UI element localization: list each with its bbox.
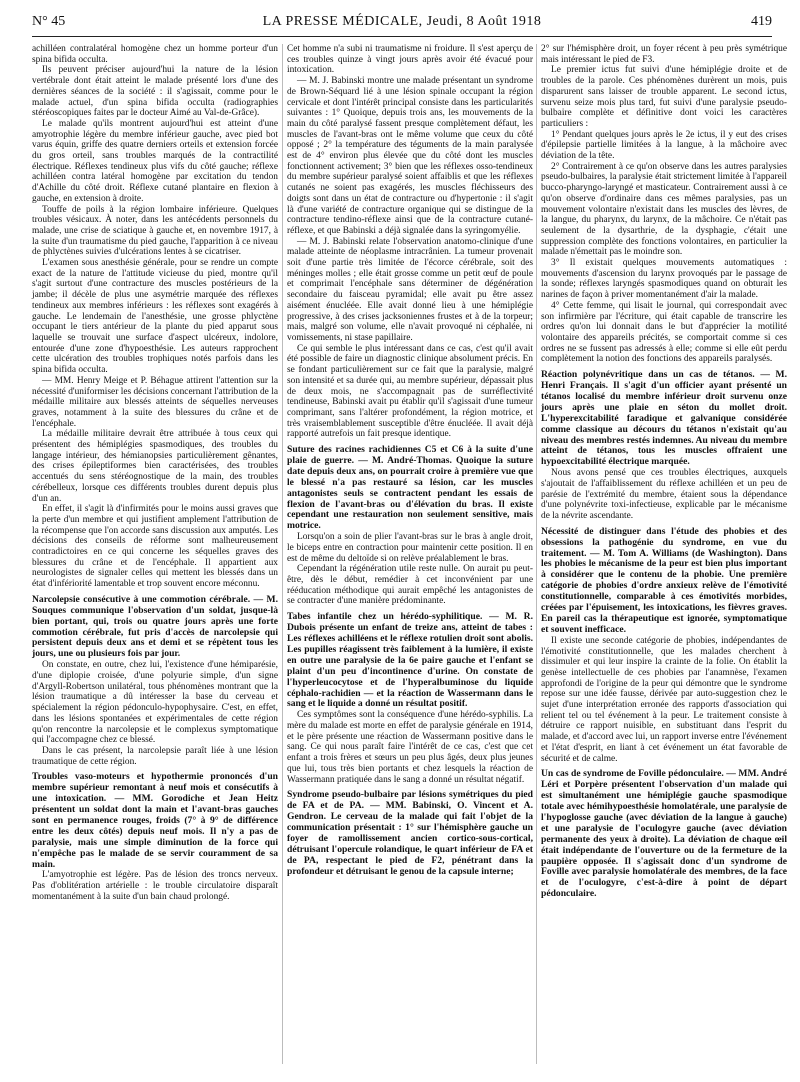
paragraph: En effet, il s'agit là d'infirmités pour le moins aussi graves que la perte d'un membre et qui justifient amplement l'attribution de la récompense que l'on accorde sans discussion aux amputés. Les décisions des conseils de réforme sont malheureusement contradictoires en ce qui concerne les séquelles graves des blessures du crâne et de l'encéphale. Il appartient aux neurologistes de signaler celles qui mettent les blessés dans un état d'infériorité lamentable et trop souvent encore méconnu.: [32, 504, 278, 590]
paragraph: Cet homme n'a subi ni traumatisme ni froidure. Il s'est aperçu de ces troubles quinze à vingt jours après avoir été évacué pour intoxication.: [287, 44, 533, 76]
column-divider: [536, 44, 537, 1064]
section-heading: Suture des racines rachidiennes C5 et C6 à la suite d'une plaie de guerre. — M. André-Thomas. Quoique la suture date depuis deux ans, on pourrait croire à première vue que le blessé n'a pas restauré sa lésion, car les muscles antagonistes seuls se contractent pendant les essais de flexion de l'avant-bras ou d'élévation du bras. Il existe cependant une restauration non seulement sensitive, mais motrice.: [287, 444, 533, 532]
section-heading: Tabes infantile chez un hérédo-syphilitique. — M. R. Dubois présente un enfant de treize ans, atteint de tabes : Les réflexes achilléens et le réflexe rotulien droit sont abolis. Les pupilles réagissent très faiblement à la lumière, il existe en outre une paralysie de la 6e paire gauche et l'enfant se plaint d'un peu d'incontinence d'urine. On constate de l'hyperleucocytose et de l'hyperalbuminose du liquide céphalo-rachidien — et la réaction de Wassermann dans le sang et le liquide a donné un résultat positif.: [287, 611, 533, 710]
paragraph: Nous avons pensé que ces troubles électriques, auxquels s'ajoutait de l'affaiblissement du réflexe achilléen et un peu de parésie de l'extrémité du membre, étaient sous la dépendance d'une polynévrite toxi-infectieuse, explicable par le mécanisme de la névrite ascendante.: [541, 468, 787, 522]
section-heading: Narcolepsie consécutive à une commotion cérébrale. — M. Souques communique l'observation d'un soldat, jusque-là bien portant, qui, trois ou quatre jours après une forte commotion cérébrale, fut pris d'accès de narcolepsie qui persistent depuis deux ans et demi et se répètent tous les jours, une ou plusieurs fois par jour.: [32, 593, 278, 660]
paragraph: — M. J. Babinski relate l'observation anatomo-clinique d'une malade atteinte de néoplasme intracrânien. La tumeur provenait soit d'une partie très limitée de l'écorce cérébrale, soit des méninges molles ; elle était grosse comme un petit œuf de poule et comprimait l'encéphale sans déterminer de dégénération secondaire du faisceau pyramidal; elle avait pu être assez aisément énucléée. Elle avait donné lieu à une hémiplégie progressive, à des crises jacksoniennes frustes et à de la torpeur; mais, malgré son volume, elle n'avait provoqué ni céphalée, ni vomissements, ni stase papillaire.: [287, 236, 533, 343]
section-heading: Syndrome pseudo-bulbaire par lésions symétriques du pied de FA et de PA. — MM. Babinski, O. Vincent et A. Gendron. Le cerveau de la malade qui fait l'objet de la communication présentait : 1° sur l'hémisphère gauche un foyer de ramollissement ancien cortico-sous-cortical, détruisant l'opercule rolandique, le quart inférieur de FA et de PA, respectant le pied de F2, pénétrant dans la profondeur et détruisant le genou de la capsule interne;: [287, 789, 533, 877]
section-heading: Réaction polynévritique dans un cas de tétanos. — M. Henri Français. Il s'agit d'un officier ayant présenté un tétanos localisé du membre inférieur droit survenu onze jours après une plaie en séton du mollet droit. L'hyperexcitabilité faradique et galvanique considérée comme classique au décours du tétanos n'existait qu'au niveau des membres restés indemnes. Au niveau du membre atteint de tétanos, tous les muscles offraient une hypoexcitabilité électrique marquée.: [541, 369, 787, 468]
paragraph: On constate, en outre, chez lui, l'existence d'une hémiparésie, d'une diplopie croisée, d'une polyurie simple, d'un signe d'Argyll-Robertson unilatéral, tous phénomènes montrant que la lésion traumatique a dû intéresser la base du cerveau et spécialement la région pédonculo-hypophysaire. C'est, en effet, dans les lésions spontanées et expérimentales de cette région qu'on rencontre la narcolepsie et le complexus symptomatique qui l'accompagne chez ce blessé.: [32, 660, 278, 746]
column-middle: [287, 44, 533, 878]
paragraph: Il existe une seconde catégorie de phobies, indépendantes de l'émotivité constitutionnelle, que les malades cherchent à dissimuler et qui leur inspire la crainte de la folie. On établit la genèse intellectuelle de ces phobies par l'anamnèse, l'examen approfondi de l'origine de la peur qui démontre que le syndrome repose sur une idée fausse, dérivée par auto-suggestion chez le sujet d'une interprétation erronée des rapports d'association qui relient tel ou tel événement à la peur. Le traitement consiste à détruire ce rapport nuisible, en substituant dans l'esprit du malade, et d'accord avec lui, un rapport inverse entre l'événement et l'état d'esprit, en liant à cet événement un état favorable de sécurité et de calme.: [541, 635, 787, 764]
paragraph: L'examen sous anesthésie générale, pour se rendre un compte exact de la nature de l'attitude vicieuse du pied, montre qu'il s'agit surtout d'une contracture des muscles postérieurs de la jambe; il décèle de plus une asymétrie marquée des réflexes tendineux aux membres inférieurs : les réflexes sont exagérés à gauche. Le lendemain de l'anesthésie, une grosse phlyctène occupant le tiers antérieur de la plante du pied apparut sous laquelle se trouvait une surface d'aspect ulcéreux, indolore, entourée d'une zone d'hypoesthésie. Les auteurs rapprochent cette ulcération des troubles trophiques notés parfois dans les spina bifida occulta.: [32, 258, 278, 376]
page-header: [32, 12, 772, 37]
paragraph: 4° Cette femme, qui lisait le journal, qui correspondait avec son infirmière par l'écriture, qui était capable de transcrire les ordres qu'on lui donnait dans le but d'apprécier la motilité volontaire des appareils précités, se comportait comme si ces ordres ne se fussent pas adressés à elle; comme si elle eût perdu complètement la notion des fonctions des appareils paralysés.: [541, 300, 787, 365]
journal-title: LA PRESSE MÉDICALE, Jeudi, 8 Août 1918: [262, 14, 542, 29]
paragraph: Le malade qu'ils montrent aujourd'hui est atteint d'une amyotrophie légère du membre inférieur gauche, avec pied bot varus équin, griffe des quatre derniers orteils et extension forcée du gros orteil, sans troubles marqués de la contractilité électrique. Réflexes tendineux plus vifs du côté gauche; réflexe achilléen contra latéral homogène par excitation du tendon d'Achille du côté droit. Réflexe cutané plantaire en flexion à gauche, en extension à droite.: [32, 118, 278, 204]
paragraph: Touffe de poils à la région lombaire inférieure. Quelques troubles vésicaux. À noter, dans les antécédents personnels du malade, une crise de sciatique à gauche et, en novembre 1917, à la suite d'un traumatisme du pied gauche, l'apparition à ce niveau de phlyctènes suivies d'ulcérations lentes à se cicatriser.: [32, 204, 278, 258]
paragraph: Ce qui semble le plus intéressant dans ce cas, c'est qu'il avait été possible de faire un diagnostic clinique absolument précis. En se fondant particulièrement sur ce fait que la paralysie, malgré son intensité et sa durée qui, au membre supérieur, dépassait plus de deux mois, ne s'accompagnait pas de surréflectivité tendineuse, Babinski avait pu établir qu'il s'agissait d'une tumeur comprimant, sans l'altérer profondément, la région motrice, et très vraisemblablement susceptible d'être énucléée. Il avait déjà rapporté autrefois un fait presque identique.: [287, 343, 533, 440]
paragraph: achilléen contralatéral homogène chez un homme porteur d'un spina bifida occulta.: [32, 44, 278, 65]
paragraph: Dans le cas présent, la narcolepsie paraît liée à une lésion traumatique de cette région.: [32, 745, 278, 767]
paragraph: 1° Pendant quelques jours après le 2e ictus, il y eut des crises d'épilepsie partielle limitées à la langue, à la mâchoire avec déviation de la tête.: [541, 129, 787, 162]
paragraph: 2° Contrairement à ce qu'on observe dans les autres paralysies pseudo-bulbaires, la paralysie était strictement limitée à l'appareil bucco-pharyngo-laryngé et masticateur. Contrairement aussi à ce qu'on observe d'ordinaire dans ces mêmes paralysies, pas un mouvement volontaire n'existait dans les muscles des lèvres, de la langue, du pharynx, du larynx, de la mâchoire. Ce n'était pas seulement de la dysarthrie, de la dysphagie, c'était une suppression complète des fonctions volontaires, en particulier la malade n'émettait pas le moindre son.: [541, 161, 787, 258]
paragraph: 2° sur l'hémisphère droit, un foyer récent à peu près symétrique mais intéressant le pied de F3.: [541, 44, 787, 65]
section-heading: Un cas de syndrome de Foville pédonculaire. — MM. André Léri et Porpère présentent l'observation d'un malade qui est simultanément une hémiplégie gauche spasmodique totale avec hémihypoesthésie homolatérale, une paralysie de l'hypoglosse gauche (avec déviation de la langue à gauche) et une paralysie de l'oculogyre gauche (avec déviation permanente des yeux à droite). La déviation de chaque œil était indépendante de l'ouverture ou de la fermeture de la paupière opposée. Il s'agissait donc d'un syndrome de Foville avec paralysie homolatérale des membres, de la face et de l'oculogyre, c'est-à-dire à point de départ pédonculaire.: [541, 768, 787, 900]
paragraph: Ces symptômes sont la conséquence d'une hérédo-syphilis. La mère du malade est morte en effet de paralysie générale en 1914, et le père présente une réaction de Wassermann positive dans le sang. Ce qui nous paraît faire l'intérêt de ce cas, c'est que cet enfant a trois frères et sœurs un peu plus âgés, deux plus jeunes que lui, tous très bien portants et chez lesquels la réaction de Wassermann pratiquée dans le sang a donné un résultat négatif.: [287, 710, 533, 785]
column-right: [541, 44, 787, 900]
paragraph: Cependant la régénération utile reste nulle. On aurait pu peut-être, dès le début, remédier à cet inconvénient par une rééducation méthodique qui aurait empêché les antagonistes de se contracter d'une manière prédominante.: [287, 564, 533, 607]
paragraph: L'amyotrophie est légère. Pas de lésion des troncs nerveux. Pas d'oblitération artérielle : le trouble circulatoire disparaît momentanément à la suite d'un bain chaud prolongé.: [32, 870, 278, 902]
issue-number: N° 45: [32, 14, 66, 29]
section-heading: Nécessité de distinguer dans l'étude des phobies et des obsessions la pathogénie du syndrome, en vue du traitement. — M. Tom A. Williams (de Washington). Dans les phobies le mécanisme de la peur est bien plus important à considérer que le contenu de la phobie. Une première catégorie de phobies d'ordre anxieux relève de l'émotivité constitutionnelle, comparable à ces émotivités morbides, créées par l'épuisement, les intoxications, les fièvres graves. En pareil cas la thérapeutique est ignorée, symptomatique et souvent inefficace.: [541, 525, 787, 635]
column-left: [32, 44, 278, 903]
paragraph: Lorsqu'on a soin de plier l'avant-bras sur le bras à angle droit, le biceps entre en contraction pour maintenir cette position. Il en est de même du deltoïde si on relève préalablement le bras.: [287, 532, 533, 564]
paragraph: 3° Il existait quelques mouvements automatiques : mouvements d'ascension du larynx provoqués par le passage de la sonde; réflexes laryngés spasmodiques quand on obturait les narines de façon à priver momentanément d'air la malade.: [541, 258, 787, 301]
paragraph: Ils peuvent préciser aujourd'hui la nature de la lésion vertébrale dont était atteint le malade présenté lors d'une des dernières séances de la société : il s'agissait, comme pour le malade actuel, d'un spina bifida occulta (radiographies stéréoscopiques faites par le docteur Aimé au Val-de-Grâce).: [32, 65, 278, 119]
column-divider: [282, 44, 283, 1064]
paragraph: La médaille militaire devrait être attribuée à tous ceux qui présentent des hémiplégies spasmodiques, des troubles du langage intérieur, des hémianopsies particulièrement gênantes, des crises épileptiformes bien caractérisées, des troubles accentués du sens stéréognostique de la main, des troubles cérébelleux, lorsque ces différents troubles durent depuis plus d'un an.: [32, 429, 278, 504]
section-heading: Troubles vaso-moteurs et hypothermie prononcés d'un membre supérieur remontant à neuf mois et consécutifs à une intoxication. — MM. Gorodiche et Jean Heitz présentent un soldat dont la main et l'avant-bras gauches sont en permanence rouges, froids (7° à 9° de différence entre les deux côtés) depuis neuf mois. Il n'y a pas de paralysie, mais une simple diminution de la force qui n'empêche pas le malade de se servir couramment de sa main.: [32, 771, 278, 870]
paragraph: — MM. Henry Meige et P. Béhague attirent l'attention sur la nécessité d'uniformiser les décisions concernant l'attribution de la médaille militaire aux blessés atteints de séquelles nerveuses graves, notamment à la suite des blessures du crâne et de l'encéphale.: [32, 375, 278, 429]
paragraph: — M. J. Babinski montre une malade présentant un syndrome de Brown-Séquard lié à une lésion spinale occupant la région cervicale et dont l'intérêt principal consiste dans les particularités suivantes : 1° Quoique, depuis trois ans, les mouvements de la main du côté paralysé fassent presque complètement défaut, les muscles de l'avant-bras ont le même volume que ceux du côté opposé ; 2° la température des téguments de la main paralysée est de 4° environ plus élevée que du côté dont les muscles fonctionnent activement; 3° bien que les réflexes osso-tendineux du membre supérieur paralysé soient affaiblis et que les réflexes cutanés ne soient pas exagérés, les muscles fléchisseurs des doigts sont dans un état de contracture ou d'hypertonie : il s'agit là d'une variété de contracture organique qui se distingue de la contracture tendino-réflexe ainsi que de la contracture cutané-réflexe, et que Babinski a déjà signalée dans la syringomyélie.: [287, 76, 533, 236]
paragraph: Le premier ictus fut suivi d'une hémiplégie droite et de troubles de la parole. Ces phénomènes durèrent un mois, puis disparurent sans laisser de trouble apparent. Le second ictus, survenu seize mois plus tard, fut suivi d'une paralysie pseudo-bulbaire complète et définitive dont voici les caractères particuliers :: [541, 65, 787, 129]
page-number: 419: [751, 14, 772, 29]
